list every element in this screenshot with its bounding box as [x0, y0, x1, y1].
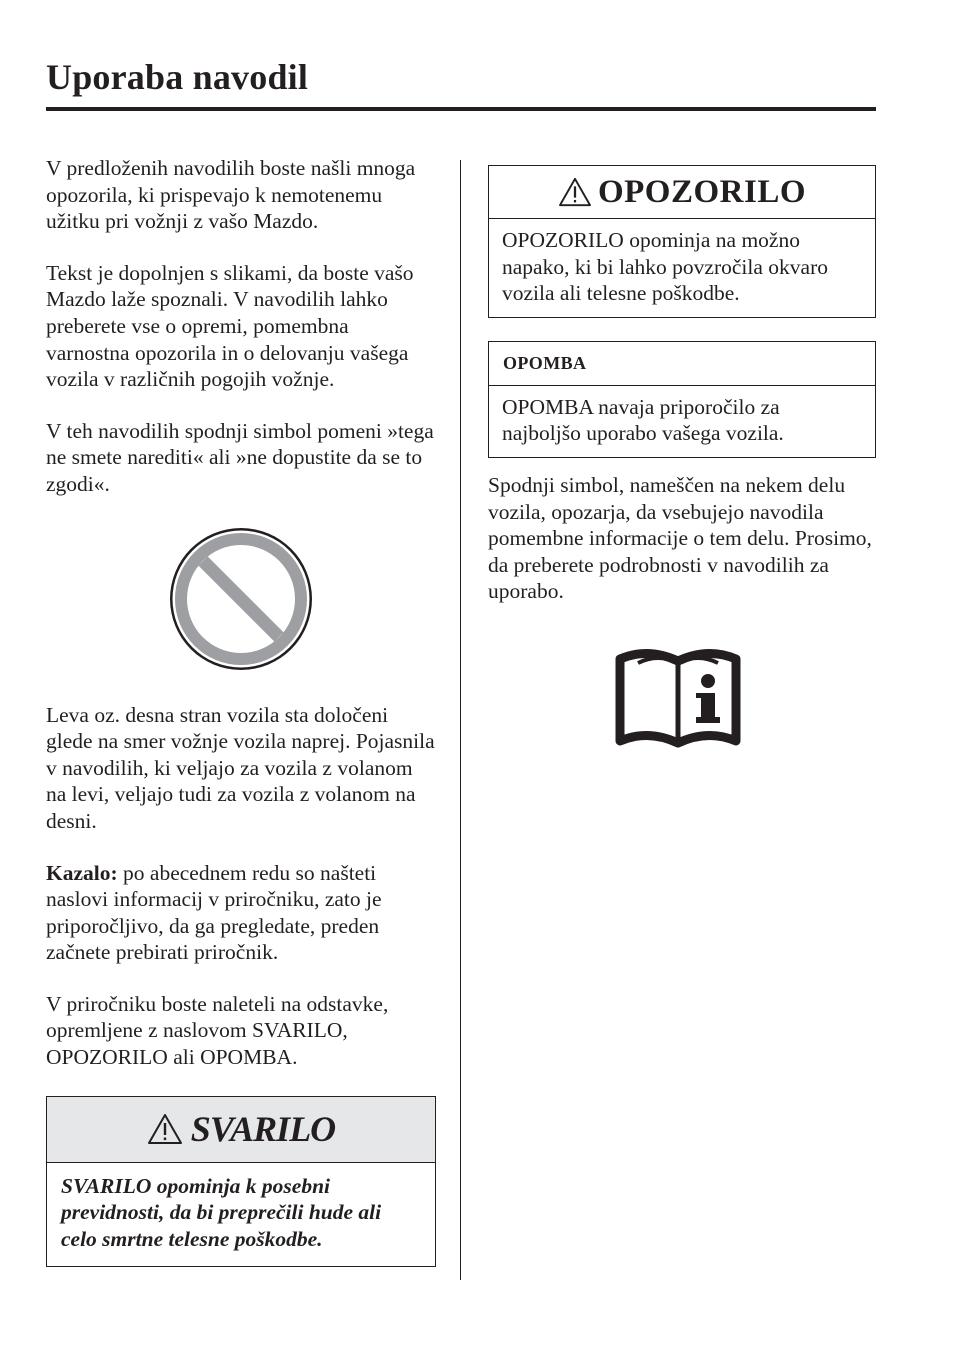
page-title: Uporaba navodil — [46, 57, 309, 97]
danger-label: SVARILO — [190, 1109, 336, 1150]
vehicle-side-paragraph: Leva oz. desna stran vozila sta določeni glede na smer vožnje vozila naprej. Pojasnila v navodilih, ki veljajo za vozila z volanom na levi, veljajo tudi za vozila z volanom na desni. — [46, 702, 435, 833]
left-column — [46, 155, 436, 1267]
warning-header — [489, 166, 875, 219]
illustrations-paragraph: Tekst je dopolnjen s slikami, da boste vašo Mazdo laže spoznali. V navodilih lahko preberete vse o opremi, pomembna varnostna opozorila in o delovanju vašega vozila v različnih pogojih vožnje. — [46, 260, 414, 392]
column-divider — [460, 160, 461, 1280]
notice-types-paragraph: V priročniku boste naleteli na odstavke, opremljene z naslovom SVARILO, OPOZORILO ali OPOMBA. — [46, 991, 389, 1070]
intro-paragraph: V predloženih navodilih boste našli mnoga opozorila, ki prispevajo k nemotenemu užitku pri vožnji z vašo Mazdo. — [46, 156, 416, 234]
owner-manual-icon — [608, 633, 748, 751]
manual-symbol — [488, 633, 876, 751]
danger-header — [47, 1097, 435, 1163]
symbol-meaning-paragraph: V teh navodilih spodnji simbol pomeni »tega ne smete narediti« ali »ne dopustite da se to zgodi«. — [46, 418, 434, 496]
danger-box — [46, 1096, 436, 1268]
warning-text: OPOZORILO opominja na možno napako, ki bi lahko povzročila okvaro vozila ali telesne poškodbe. — [502, 228, 828, 306]
index-text: po abecednem redu so našteti naslovi informacij v priročniku, zato je priporočljivo, da ga pregledate, preden začnete prebirati priročnik. — [46, 860, 382, 965]
warning-triangle-icon — [147, 1113, 183, 1145]
manual-symbol-paragraph: Spodnji simbol, nameščen na nekem delu vozila, opozarja, da vsebujejo navodila pomembne informacije o tem delu. Prosimo, da preberete podrobnosti v navodilih za uporabo. — [488, 472, 872, 604]
danger-text: SVARILO opominja k posebni previdnosti, da bi preprečili hude ali celo smrtne telesne poškodbe. — [61, 1173, 382, 1251]
prohibition-symbol — [46, 526, 436, 672]
warning-triangle-icon — [558, 177, 592, 207]
note-box — [488, 341, 876, 458]
index-paragraph — [46, 860, 436, 966]
prohibition-icon — [168, 526, 314, 672]
index-label: Kazalo: — [46, 860, 118, 885]
title-rule — [46, 107, 876, 111]
warning-box — [488, 165, 876, 318]
right-column — [488, 165, 876, 751]
note-text: OPOMBA navaja priporočilo za najboljšo uporabo vašega vozila. — [502, 394, 784, 446]
note-header — [489, 342, 875, 386]
note-label: OPOMBA — [503, 352, 587, 373]
warning-label: OPOZORILO — [597, 173, 807, 210]
